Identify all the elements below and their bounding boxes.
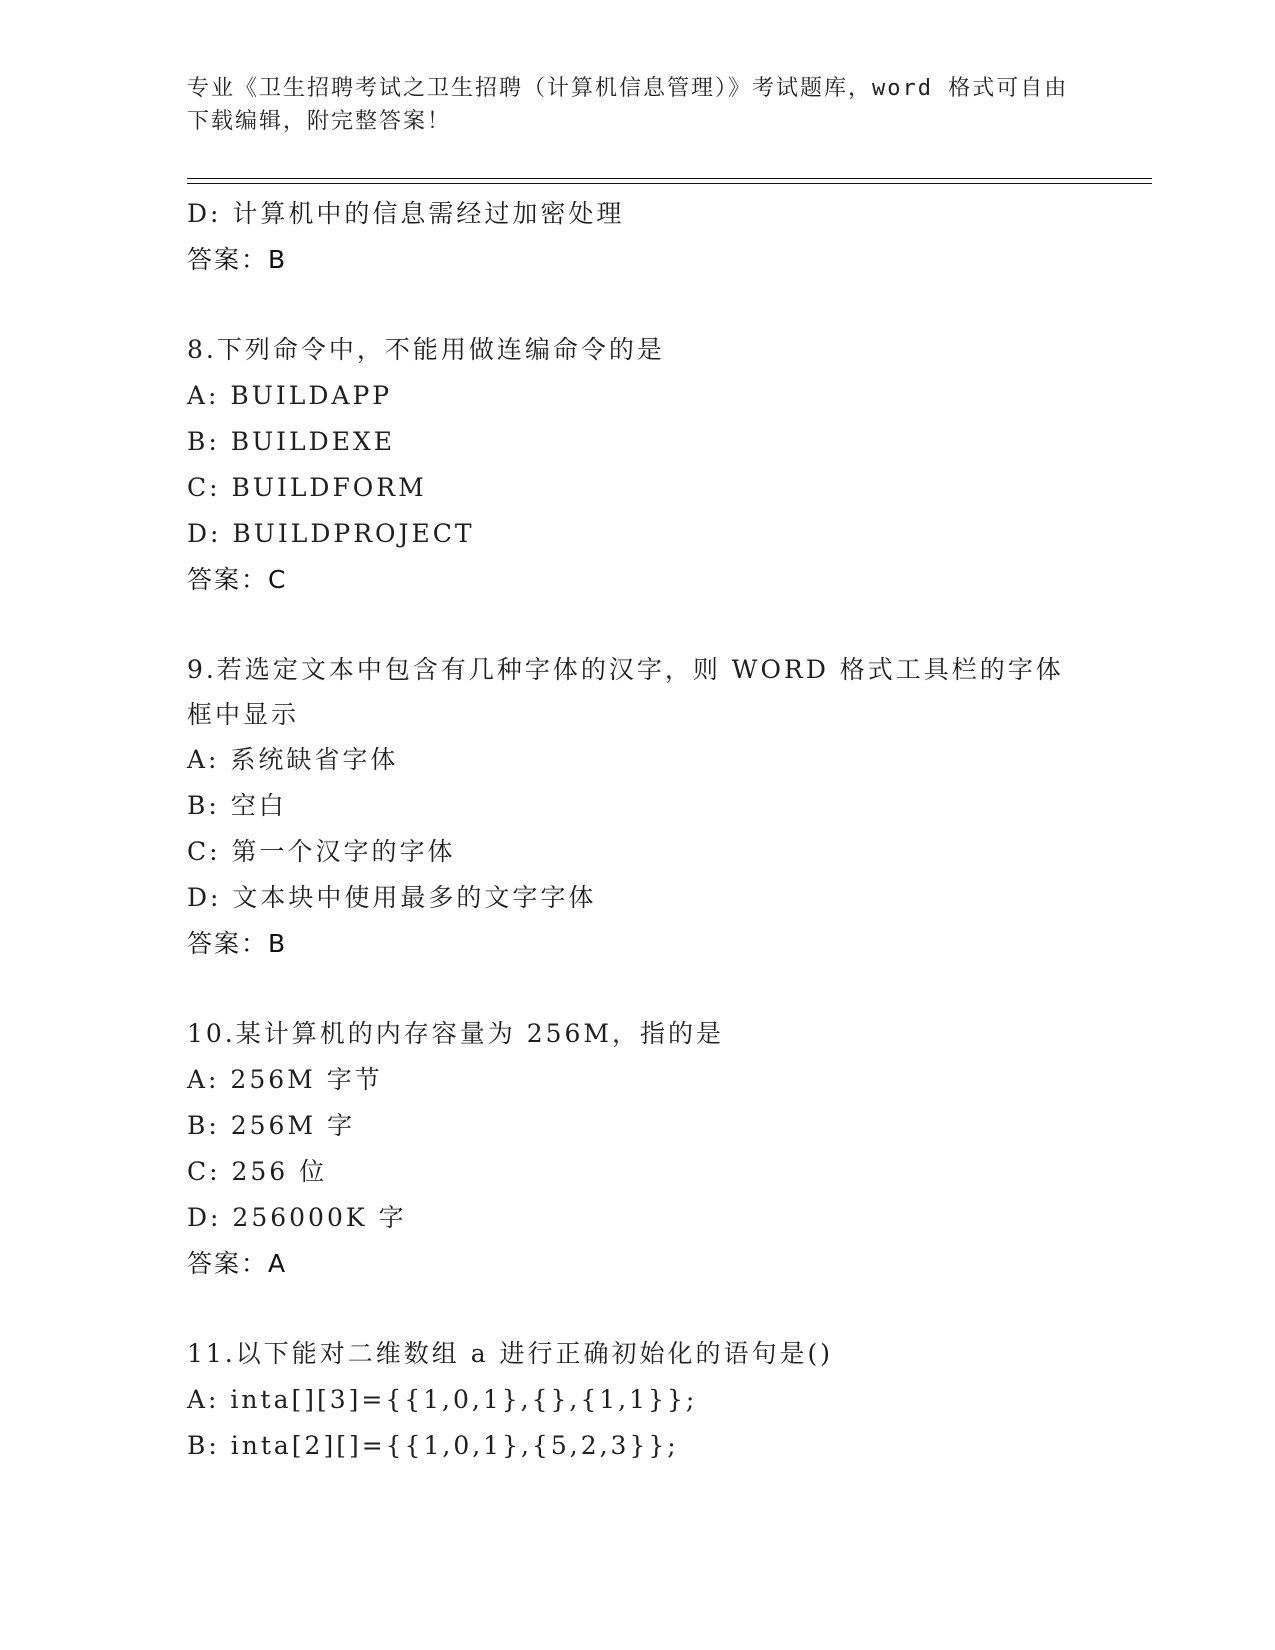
q7-option-d: D: 计算机中的信息需经过加密处理 <box>187 199 625 228</box>
q8-option-a: A: BUILDAPP <box>187 381 393 410</box>
q8-option-b: B: BUILDEXE <box>187 427 395 456</box>
header-rule-top <box>187 178 1152 179</box>
q10-option-c: C: 256 位 <box>187 1157 328 1186</box>
q7-answer: 答案：B <box>187 245 288 274</box>
spacer <box>187 603 1087 647</box>
q11-question: 11.以下能对二维数组 a 进行正确初始化的语句是() <box>187 1339 834 1368</box>
q9-question: 9.若选定文本中包含有几种字体的汉字，则 WORD 格式工具栏的字体框中显示 <box>187 655 1064 729</box>
q8-question: 8.下列命令中，不能用做连编命令的是 <box>187 335 665 364</box>
q11-option-b: B: inta[2][]={{1,0,1},{5,2,3}}; <box>187 1431 679 1460</box>
q10-option-b: B: 256M 字 <box>187 1111 356 1140</box>
q8-answer: 答案：C <box>187 565 288 594</box>
spacer <box>187 967 1087 1011</box>
q10-question: 10.某计算机的内存容量为 256M，指的是 <box>187 1019 725 1048</box>
q8-option-d: D: BUILDPROJECT <box>187 519 475 548</box>
q9-option-c: C: 第一个汉字的字体 <box>187 837 456 866</box>
q9-option-a: A: 系统缺省字体 <box>187 745 399 774</box>
q10-option-d: D: 256000K 字 <box>187 1203 407 1232</box>
q10-option-a: A: 256M 字节 <box>187 1065 383 1094</box>
spacer <box>187 283 1087 327</box>
q8-option-c: C: BUILDFORM <box>187 473 427 502</box>
header-rule-bottom <box>187 183 1152 184</box>
q9-option-b: B: 空白 <box>187 791 287 820</box>
q9-option-d: D: 文本块中使用最多的文字字体 <box>187 883 597 912</box>
question-content <box>187 191 1087 1469</box>
q9-answer: 答案：B <box>187 929 288 958</box>
document-header: 专业《卫生招聘考试之卫生招聘（计算机信息管理）》考试题库，word 格式可自由下载编辑，附完整答案！ <box>187 76 1069 134</box>
q10-answer: 答案：A <box>187 1249 288 1278</box>
spacer <box>187 1287 1087 1331</box>
q11-option-a: A: inta[][3]={{1,0,1},{},{1,1}}; <box>187 1385 698 1414</box>
